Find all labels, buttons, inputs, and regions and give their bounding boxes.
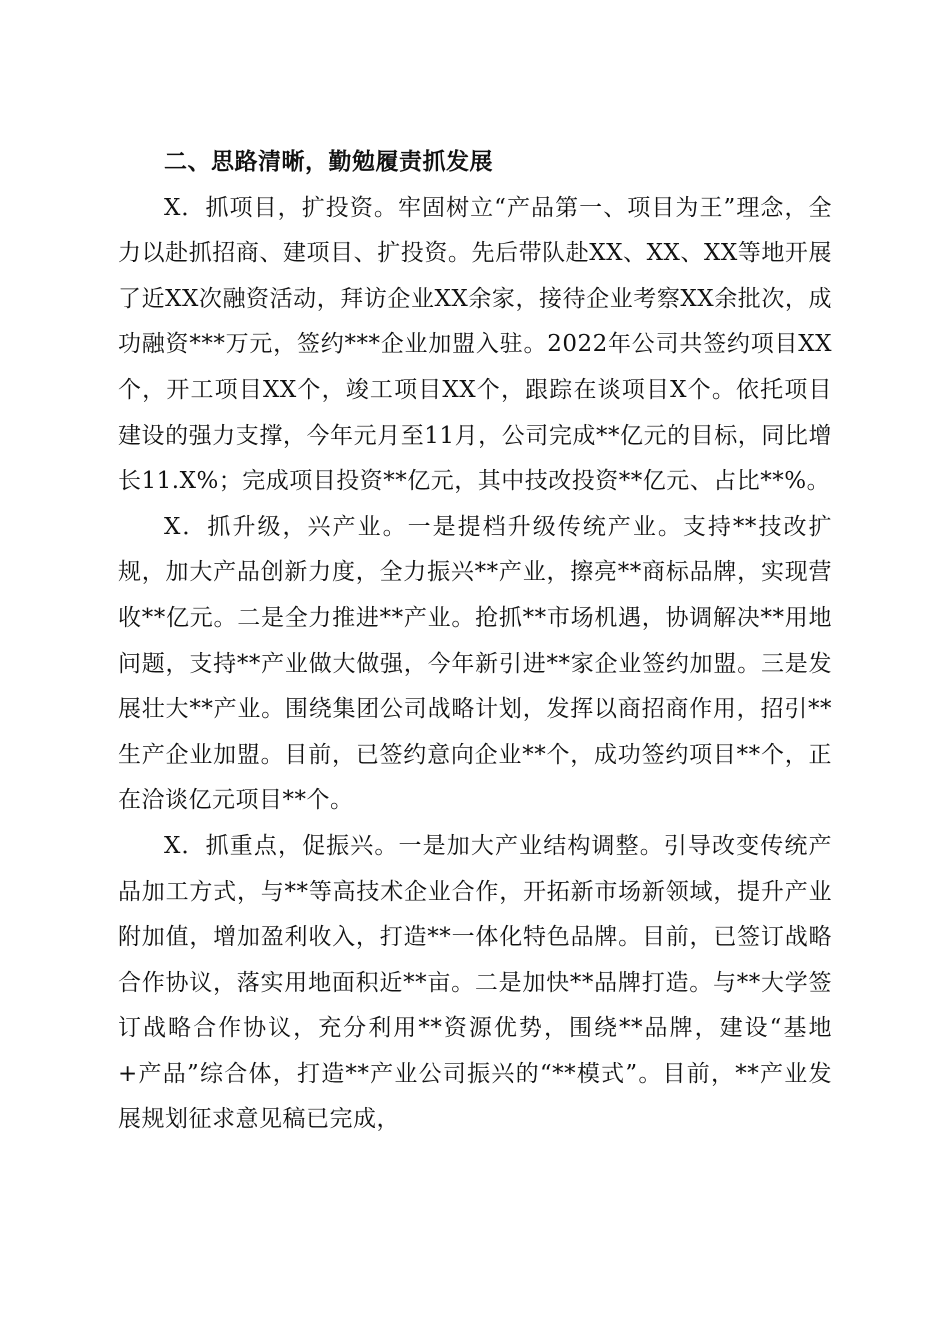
paragraph-projects-investment: X．抓项目，扩投资。牢固树立“产品第一、项目为王”理念，全力以赴抓招商、建项目、扩投资。先后带队赴XX、XX、XX等地开展了近XX次融资活动，拜访企业XX余家，接待企业考察XX余批次，成功融资***万元，签约***企业加盟入驻。2022年公司共签约项目XX个，开工项目XX个，竣工项目XX个，跟踪在谈项目X个。依托项目建设的强力支撑，今年元月至11月，公司完成**亿元的目标，同比增长11.X%；完成项目投资**亿元，其中技改投资**亿元、占比**%。 (118, 194, 832, 495)
paragraph-key-revitalization: X．抓重点，促振兴。一是加大产业结构调整。引导改变传统产品加工方式，与**等高技术企业合作，开拓新市场新领域，提升产业附加值，增加盈利收入，打造**一体化特色品牌。目前，已签订战略合作协议，落实用地面积近**亩。二是加快**品牌打造。与**大学签订战略合作协议，充分利用**资源优势，围绕**品牌，建设“基地+产品”综合体，打造**产业公司振兴的“**模式”。目前，**产业发展规划征求意见稿已完成， (118, 832, 832, 1133)
document-body (118, 140, 832, 1143)
paragraph-upgrade-industry: X．抓升级，兴产业。一是提档升级传统产业。支持**技改扩规，加大产品创新力度，全力振兴**产业，擦亮**商标品牌，实现营收**亿元。二是全力推进**产业。抢抓**市场机遇，协调解决**用地问题，支持**产业做大做强，今年新引进**家企业签约加盟。三是发展壮大**产业。围绕集团公司战略计划，发挥以商招商作用，招引**生产企业加盟。目前，已签约意向企业**个，成功签约项目**个，正在洽谈亿元项目**个。 (118, 513, 832, 814)
section-heading: 二、思路清晰，勤勉履责抓发展 (164, 149, 493, 175)
